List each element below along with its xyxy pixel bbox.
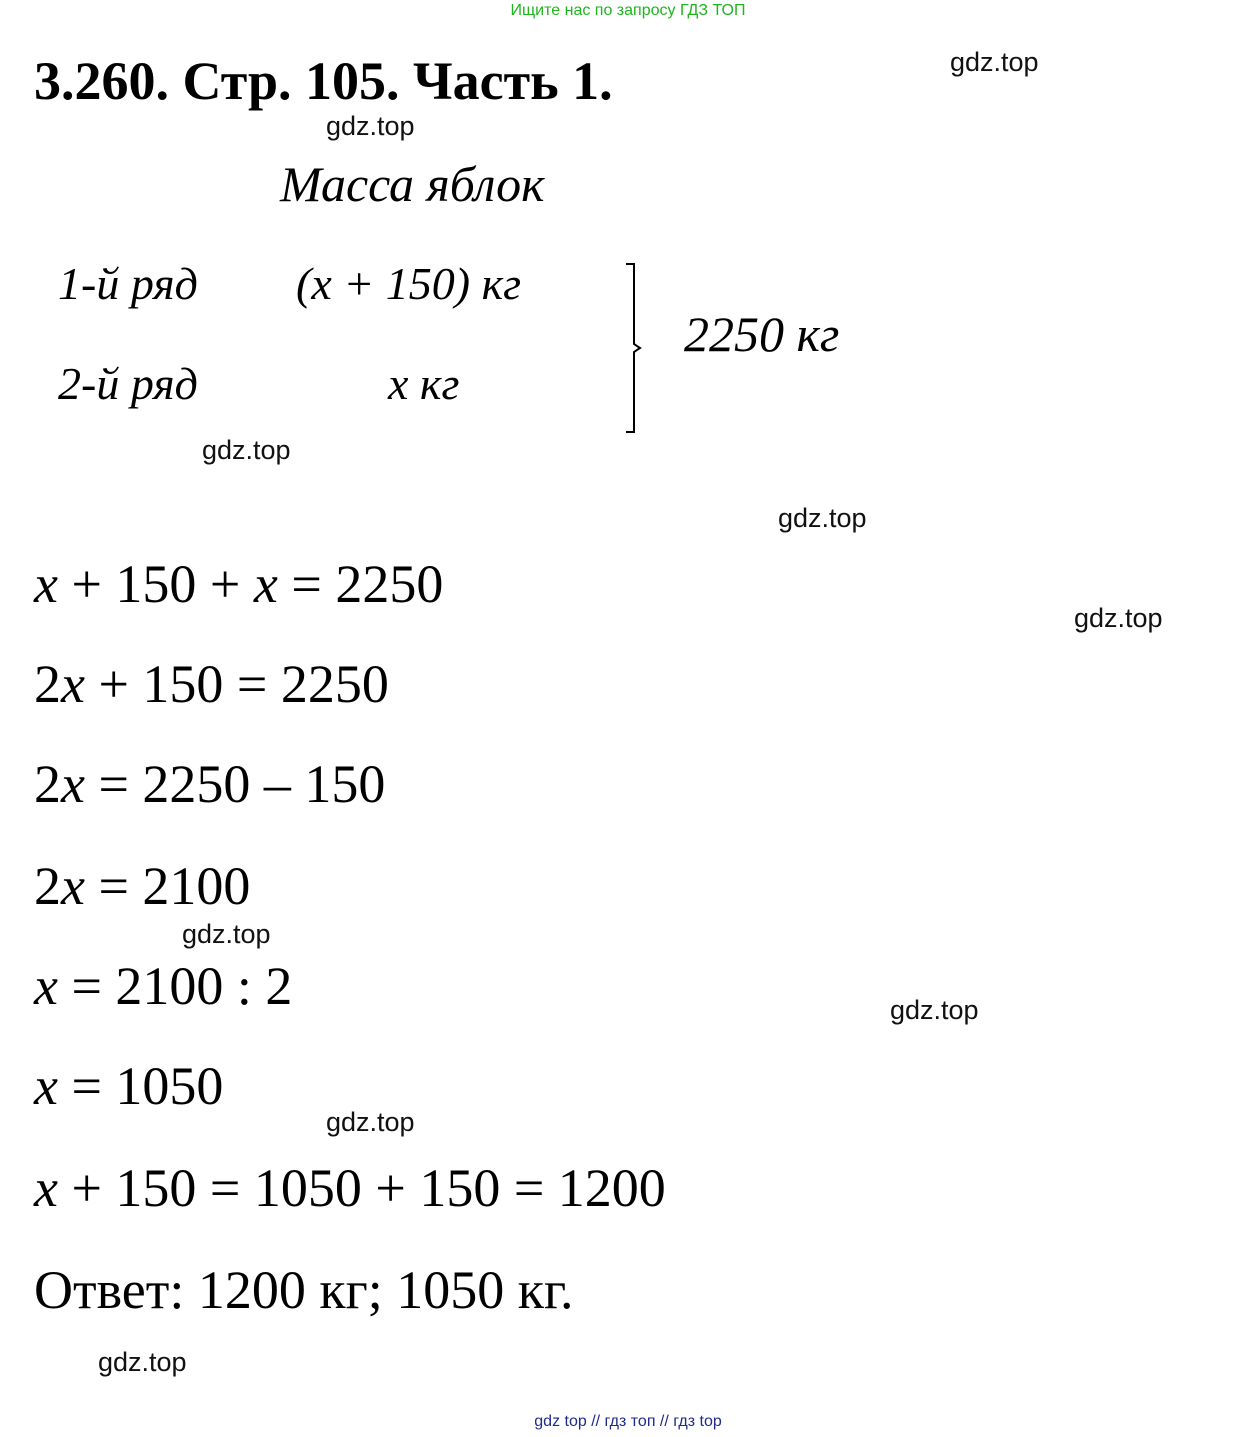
equation-line: x + 150 = 1050 + 150 = 1200: [34, 1158, 666, 1218]
watermark: gdz.top: [326, 111, 415, 141]
watermark: gdz.top: [950, 47, 1039, 77]
watermark: gdz.top: [778, 503, 867, 533]
equation-line: 2x = 2100: [34, 856, 251, 916]
equation-line: x + 150 + x = 2250: [34, 554, 444, 614]
answer-text: Ответ: 1200 кг; 1050 кг.: [34, 1260, 574, 1320]
page-title: 3.260. Стр. 105. Часть 1.: [34, 51, 613, 111]
watermark: gdz.top: [890, 995, 979, 1025]
row-label-1: 1-й ряд: [58, 258, 198, 309]
footer-text: gdz top // гдз топ // гдз top: [534, 1413, 722, 1430]
watermark: gdz.top: [98, 1347, 187, 1377]
total-value: 2250 кг: [684, 306, 840, 362]
row-value-1: (x + 150) кг: [296, 258, 522, 309]
equation-line: 2x + 150 = 2250: [34, 654, 389, 714]
equation-line: 2x = 2250 – 150: [34, 754, 386, 814]
watermark: gdz.top: [326, 1107, 415, 1137]
watermark: gdz.top: [202, 435, 291, 465]
equation-line: x = 2100 : 2: [34, 956, 293, 1016]
watermark: gdz.top: [182, 919, 271, 949]
row-value-2: x кг: [388, 358, 460, 409]
row-label-2: 2-й ряд: [58, 358, 198, 409]
table-heading: Масса яблок: [280, 156, 545, 212]
watermark: gdz.top: [1074, 603, 1163, 633]
search-banner: Ищите нас по запросу ГДЗ ТОП: [510, 2, 746, 19]
brace-icon: [624, 262, 644, 434]
equation-line: x = 1050: [34, 1056, 224, 1116]
